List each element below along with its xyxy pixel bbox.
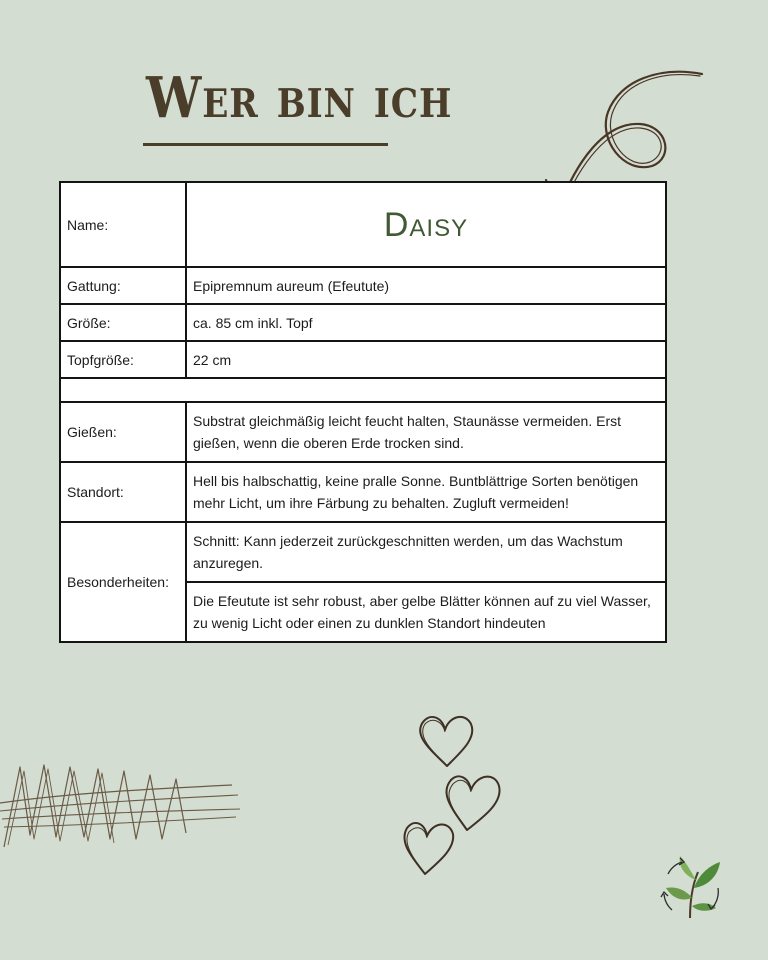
genus-value: Epipremnum aureum (Efeutute): [186, 267, 666, 304]
plant-name: Daisy: [186, 182, 666, 267]
size-label: Größe:: [60, 304, 186, 341]
plant-cycle-icon: [658, 852, 724, 922]
table-row-watering: [60, 402, 666, 462]
watering-label: Gießen:: [60, 402, 186, 462]
table-row-location: [60, 462, 666, 522]
hearts-icon: [395, 710, 510, 880]
scribble-icon: [0, 755, 245, 855]
special-label: Besonderheiten:: [60, 522, 186, 642]
table-row-genus: [60, 267, 666, 304]
table-row-special-1: [60, 522, 666, 582]
pot-size-label: Topfgröße:: [60, 341, 186, 378]
special-value-care: Die Efeutute ist sehr robust, aber gelbe Blätter können auf zu viel Wasser, zu wenig Licht oder einen zu dunklen Standort hindeuten: [186, 582, 666, 642]
plant-profile-table: [59, 181, 667, 643]
size-value: ca. 85 cm inkl. Topf: [186, 304, 666, 341]
table-row-pot-size: [60, 341, 666, 378]
table-row-spacer: [60, 378, 666, 402]
location-label: Standort:: [60, 462, 186, 522]
pot-size-value: 22 cm: [186, 341, 666, 378]
spacer-cell: [60, 378, 666, 402]
table-row-name: [60, 182, 666, 267]
genus-label: Gattung:: [60, 267, 186, 304]
watering-value: Substrat gleichmäßig leicht feucht halten, Staunässe vermeiden. Erst gießen, wenn die oberen Erde trocken sind.: [186, 402, 666, 462]
location-value: Hell bis halbschattig, keine pralle Sonne. Buntblättrige Sorten benötigen mehr Licht, um ihre Färbung zu behalten. Zugluft vermeiden!: [186, 462, 666, 522]
table-row-size: [60, 304, 666, 341]
title-underline: [143, 143, 388, 146]
name-label: Name:: [60, 182, 186, 267]
special-value-pruning: Schnitt: Kann jederzeit zurückgeschnitten werden, um das Wachstum anzuregen.: [186, 522, 666, 582]
page-title: Wer bin ich: [146, 65, 453, 131]
